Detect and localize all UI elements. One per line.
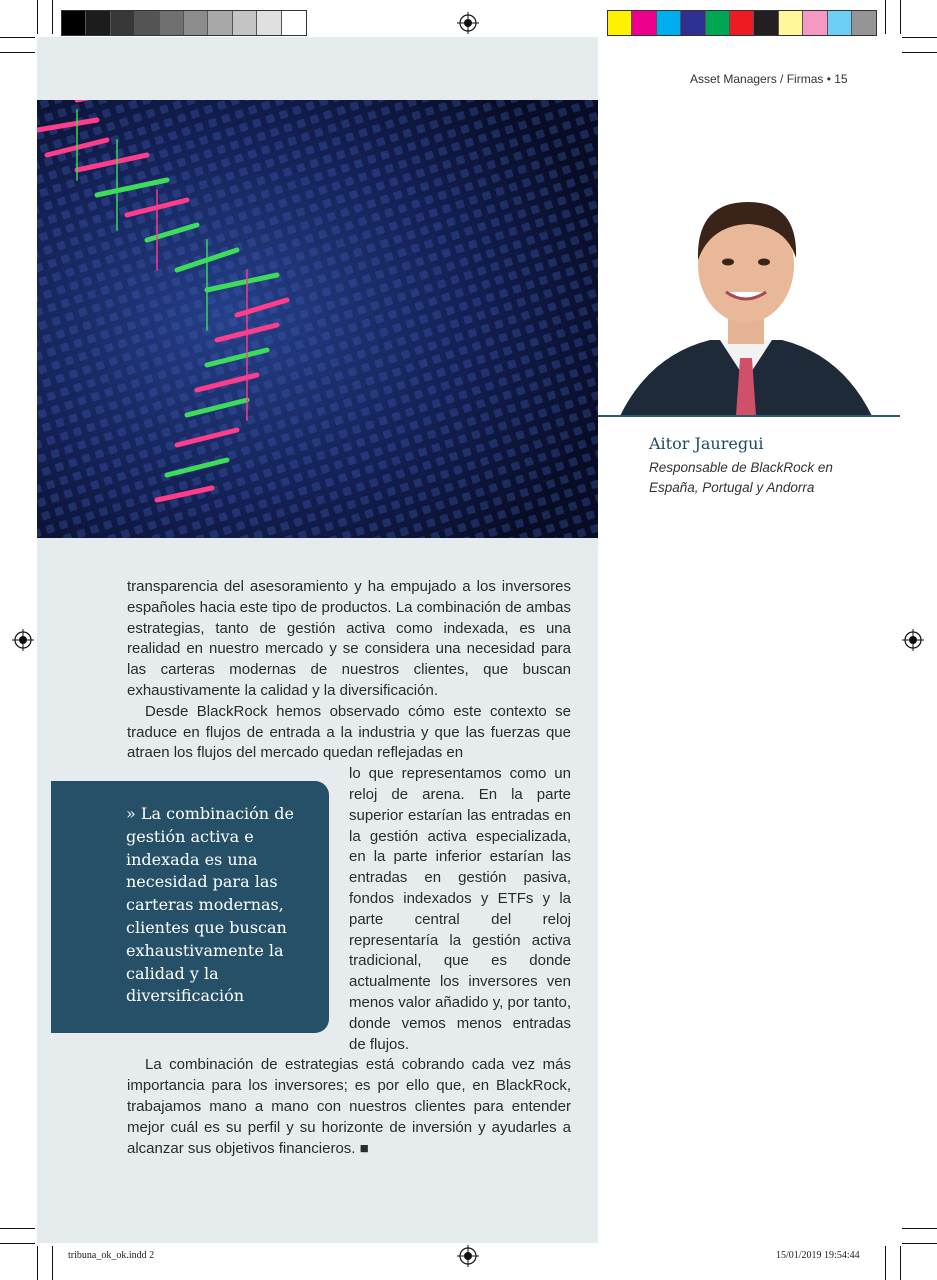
- color-calibration-bar: [607, 10, 877, 36]
- registration-mark-icon: [457, 12, 479, 34]
- article-paragraph: transparencia del asesoramiento y ha empujado a los inversores españoles hacia este tipo de productos. La combinación de ambas estrategias, tanto de gestión activa como indexada, es una realidad en nuestro mercado y se considera una necesidad para las carteras modernas de nuestros clientes, que buscan exhaustivamente la calidad y la diversificación.: [127, 578, 571, 699]
- article-paragraph: La combinación de estrategias está cobrando cada vez más importancia para los inversores; es por ello que, en BlackRock, trabajamos mano a mano con nuestros clientes para entender mejor cuál es su perfil y su horizonte de inversión y ayudarles a alcanzar sus objetivos financieros. ■: [127, 1056, 571, 1157]
- slug-timestamp: 15/01/2019 19:54:44: [776, 1250, 860, 1261]
- color-swatch: [779, 11, 803, 35]
- color-swatch: [730, 11, 754, 35]
- gray-swatch: [111, 11, 135, 35]
- gray-swatch: [208, 11, 232, 35]
- color-swatch: [608, 11, 632, 35]
- author-portrait-photo: [610, 180, 882, 416]
- color-swatch: [681, 11, 705, 35]
- registration-mark-icon: [457, 1245, 479, 1267]
- pull-quote-box: [51, 781, 329, 1033]
- portrait-divider: [598, 415, 900, 417]
- color-swatch: [803, 11, 827, 35]
- article-paragraph-wrapped: lo que representamos como un reloj de arena. En la parte superior estarían las entradas en la gestión activa especializada, en la parte inferior estarían las entradas en gestión pasiva, fondos indexados y ETFs y la parte central del reloj representaría la gestión activa tradicional, que es donde actualmente los inversores ven menos valor añadido y, por tanto, donde vemos menos entradas de flujos.: [349, 765, 571, 1053]
- registration-mark-icon: [902, 629, 924, 651]
- gray-swatch: [184, 11, 208, 35]
- color-swatch: [828, 11, 852, 35]
- gray-swatch: [86, 11, 110, 35]
- gray-swatch: [160, 11, 184, 35]
- color-swatch: [754, 11, 778, 35]
- gray-swatch: [62, 11, 86, 35]
- gray-swatch: [282, 11, 306, 35]
- slug-filename: tribuna_ok_ok.indd 2: [68, 1250, 155, 1261]
- pull-quote-text: » La combinación de gestión activa e indexada es una necesidad para las carteras modernas, clientes que buscan exhaustivamente la calidad y la diversificación: [126, 804, 294, 1006]
- color-swatch: [852, 11, 876, 35]
- hero-stock-chart-image: [37, 100, 598, 538]
- gray-calibration-bar: [61, 10, 307, 36]
- author-role: Responsable de BlackRock en España, Portugal y Andorra: [649, 460, 833, 495]
- author-name: Aitor Jauregui: [649, 434, 764, 453]
- gray-swatch: [233, 11, 257, 35]
- color-swatch: [657, 11, 681, 35]
- registration-mark-icon: [12, 629, 34, 651]
- running-head: Asset Managers / Firmas • 15: [690, 72, 848, 86]
- color-swatch: [706, 11, 730, 35]
- article-paragraph: Desde BlackRock hemos observado cómo este contexto se traduce en flujos de entrada a la industria y que las fuerzas que atraen los flujos del mercado quedan reflejadas en: [127, 702, 571, 762]
- color-swatch: [632, 11, 656, 35]
- gray-swatch: [135, 11, 159, 35]
- gray-swatch: [257, 11, 281, 35]
